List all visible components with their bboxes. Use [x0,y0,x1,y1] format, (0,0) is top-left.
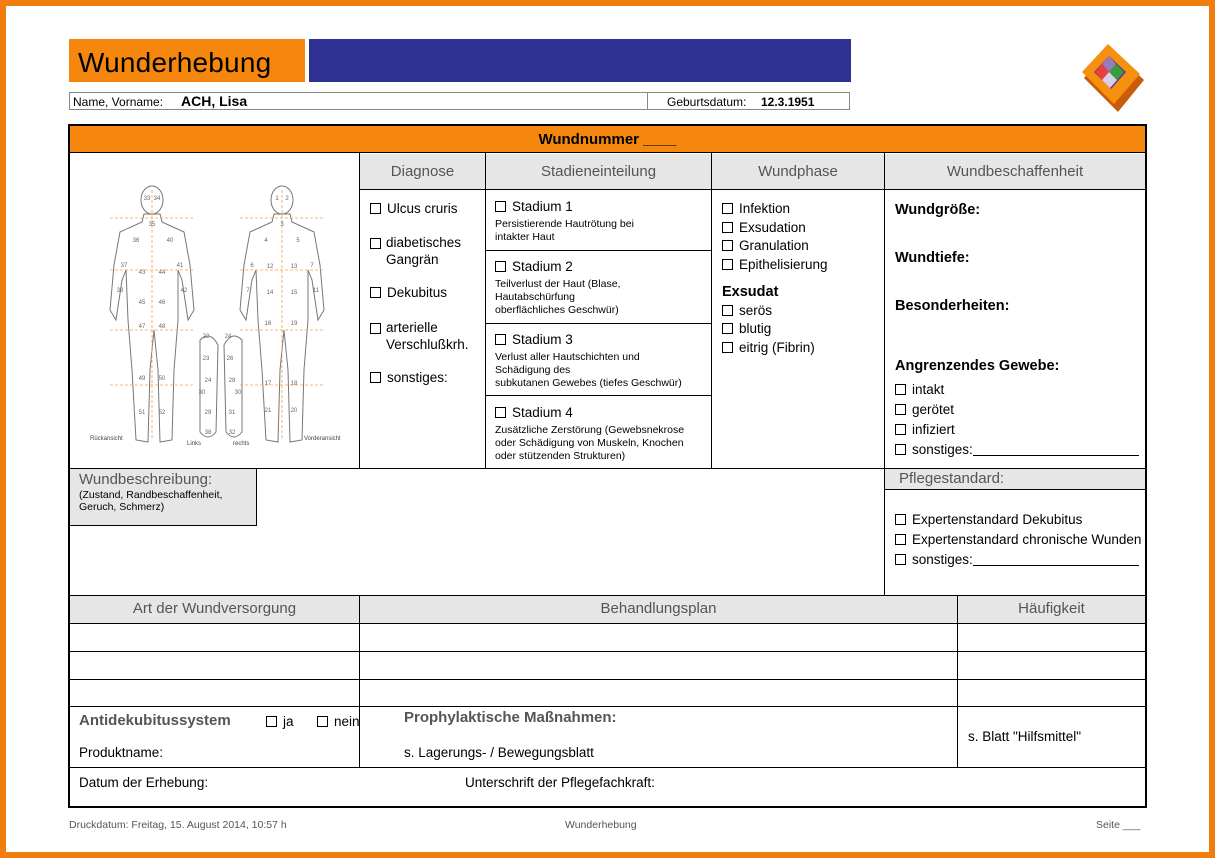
checkbox[interactable] [895,444,906,455]
table-cell[interactable] [360,624,957,651]
checkbox[interactable] [895,514,906,525]
stage-3[interactable]: Stadium 3 Verlust aller Hautschichten und Schädigung des subkutanen Gewebes (tiefes Geschwür) [495,332,682,389]
wundphase-header: Wundphase [712,154,884,189]
svg-text:43: 43 [138,270,146,276]
angrenzend-option[interactable]: sonstiges: [895,440,1140,460]
svg-text:32: 32 [228,430,236,436]
right-label: rechts [233,441,250,447]
body-map-diagram [80,170,355,455]
divider [359,596,360,768]
divider [884,153,885,595]
phase-option[interactable]: Exsudation [722,219,882,238]
divider [70,651,1145,652]
svg-text:51: 51 [138,410,146,416]
hilfsmittel-text: s. Blatt "Hilfsmittel" [968,729,1082,744]
svg-text:30: 30 [234,390,242,396]
checkbox[interactable] [722,342,733,353]
haeufigkeit-header: Häufigkeit [958,596,1145,623]
checkbox[interactable] [722,240,733,251]
checkbox[interactable] [722,203,733,214]
checkbox[interactable] [895,424,906,435]
svg-text:18: 18 [290,381,298,387]
pflegestandard-option[interactable]: sonstiges: [895,550,1143,570]
svg-text:41: 41 [176,263,184,269]
fill-line[interactable] [973,553,1139,566]
wundtiefe-label: Wundtiefe: [895,250,970,266]
checkbox[interactable] [722,222,733,233]
svg-text:42: 42 [180,288,188,294]
svg-text:12: 12 [266,264,274,270]
svg-text:7: 7 [310,263,314,269]
ja-option[interactable]: ja [266,714,294,729]
stage-4[interactable]: Stadium 4 Zusätzliche Zerstörung (Gewebsnekrose oder Schädigung von Muskeln, Knochen oder stützenden Strukturen) [495,405,685,462]
svg-text:50: 50 [158,376,166,382]
diagnose-option[interactable]: Dekubitus [370,284,482,319]
checkbox[interactable] [317,716,328,727]
svg-text:3: 3 [280,222,284,228]
angrenzend-title: Angrenzendes Gewebe: [895,358,1060,374]
checkbox[interactable] [370,238,381,249]
checkbox[interactable] [266,716,277,727]
wundbeschreibung-field[interactable] [257,480,877,590]
dob-label: Geburtsdatum: [667,95,747,109]
pflegestandard-list [895,510,1143,570]
checkbox[interactable] [495,407,506,418]
back-view-label: Rückansicht [90,436,123,442]
table-cell[interactable] [71,624,359,651]
svg-text:21: 21 [264,408,272,414]
exsudat-option[interactable]: eitrig (Fibrin) [722,339,882,358]
diagnose-option[interactable]: sonstiges: [370,369,482,386]
checkbox[interactable] [895,384,906,395]
svg-text:46: 46 [158,300,166,306]
pflegestandard-option[interactable]: Expertenstandard chronische Wunden [895,530,1143,550]
divider [359,189,1145,190]
diagnose-option[interactable]: diabetisches Gangrän [370,234,482,284]
datum-label: Datum der Erhebung: [79,775,209,790]
divider [711,153,712,468]
page-number: Seite ___ [1096,819,1141,831]
checkbox[interactable] [495,201,506,212]
antidekubitus-title: Antidekubitussystem [79,712,231,729]
svg-text:2: 2 [285,196,289,202]
svg-text:5: 5 [296,238,300,244]
footer-title: Wunderhebung [565,819,637,831]
svg-text:47: 47 [138,324,146,330]
versorgung-header: Art der Wundversorgung [70,596,359,623]
diagnose-header: Diagnose [360,154,485,189]
pflegestandard-header [885,469,1145,490]
angrenzend-option[interactable]: intakt [895,380,1140,400]
svg-text:26: 26 [226,356,234,362]
fill-line[interactable] [973,443,1139,456]
svg-text:24: 24 [204,378,212,384]
svg-text:34: 34 [153,196,161,202]
print-date: Druckdatum: Freitag, 15. August 2014, 10:57 h [69,819,287,831]
checkbox[interactable] [722,259,733,270]
wound-number-header: Wundnummer ____ [70,126,1145,153]
phase-list [722,200,882,357]
name-label: Name, Vorname: [73,95,164,109]
divider [70,679,1145,680]
prophylaxe-text: s. Lagerungs- / Bewegungsblatt [404,745,594,760]
title-box [69,39,305,82]
checkbox[interactable] [895,534,906,545]
prophylaxe-title: Prophylaktische Maßnahmen: [404,709,617,726]
table-cell[interactable] [958,624,1145,651]
phase-option[interactable]: Granulation [722,237,882,256]
stage-2[interactable]: Stadium 2 Teilverlust der Haut (Blase, Hautabschürfung oberflächliches Geschwür) [495,259,621,316]
divider [485,395,711,396]
divider [359,153,360,468]
angrenzend-list [895,380,1140,460]
svg-text:15: 15 [290,290,298,296]
checkbox[interactable] [495,334,506,345]
svg-text:36: 36 [132,238,140,244]
svg-text:7: 7 [246,288,250,294]
diagnose-option[interactable]: arterielle Verschlußkrh. [370,319,482,369]
patient-info-row [69,92,850,110]
svg-text:4: 4 [264,238,268,244]
produktname-label: Produktname: [79,745,164,760]
divider [647,93,648,109]
divider [485,153,486,468]
left-label: Links [187,441,202,447]
exsudat-option[interactable]: serös [722,302,882,321]
svg-text:13: 13 [290,264,298,270]
checkbox[interactable] [370,372,381,383]
svg-text:19: 19 [290,321,298,327]
diagnose-option[interactable]: Ulcus cruris [370,200,482,234]
svg-text:23: 23 [202,356,210,362]
svg-text:20: 20 [290,408,298,414]
svg-text:16: 16 [264,321,272,327]
checkbox[interactable] [495,261,506,272]
wundbeschreibung-box [70,469,257,526]
phase-option[interactable]: Epithelisierung [722,256,882,275]
unterschrift-label: Unterschrift der Pflegefachkraft: [465,775,655,790]
pflegestandard-title: Pflegestandard: [899,470,1005,487]
name-value[interactable]: ACH, Lisa [181,93,248,109]
svg-text:33: 33 [143,196,151,202]
besonderheiten-label: Besonderheiten: [895,298,1010,314]
wundbeschreibung-title: Wundbeschreibung: [79,471,213,488]
checkbox[interactable] [722,323,733,334]
checkbox[interactable] [895,404,906,415]
divider [485,250,711,251]
stadien-header: Stadieneinteilung [486,154,711,189]
behandlung-header: Behandlungsplan [360,596,957,623]
svg-text:48: 48 [158,324,166,330]
svg-text:45: 45 [138,300,146,306]
svg-text:24: 24 [224,334,232,340]
exsudat-title: Exsudat [722,284,779,300]
divider [485,323,711,324]
nein-option[interactable]: nein [317,714,360,729]
svg-text:11: 11 [312,288,320,294]
checkbox[interactable] [370,287,381,298]
svg-text:38: 38 [116,288,124,294]
svg-text:6: 6 [250,263,254,269]
wundbeschreibung-subtitle: (Zustand, Randbeschaffenheit, Geruch, Schmerz) [79,489,223,513]
svg-text:31: 31 [228,410,236,416]
svg-text:37: 37 [120,263,128,269]
front-view-label: Vorderansicht [304,436,341,442]
logo-icon [1078,42,1148,116]
svg-text:38: 38 [204,430,212,436]
svg-text:52: 52 [158,410,166,416]
checkbox[interactable] [722,305,733,316]
svg-text:28: 28 [228,378,236,384]
svg-text:1: 1 [275,196,279,202]
wundgroesse-label: Wundgröße: [895,202,981,218]
svg-text:14: 14 [266,290,274,296]
exsudat-option[interactable]: blutig [722,320,882,339]
divider [70,706,1145,707]
checkbox[interactable] [895,554,906,565]
title-bar [309,39,851,82]
svg-text:49: 49 [138,376,146,382]
checkbox[interactable] [370,323,381,334]
page-title: Wunderhebung [78,47,272,78]
pflegestandard-option[interactable]: Expertenstandard Dekubitus [895,510,1143,530]
svg-text:40: 40 [166,238,174,244]
stage-1[interactable]: Stadium 1 Persistierende Hautrötung bei intakter Haut [495,199,634,243]
angrenzend-option[interactable]: infiziert [895,420,1140,440]
angrenzend-option[interactable]: gerötet [895,400,1140,420]
svg-text:22: 22 [202,334,210,340]
phase-option[interactable]: Infektion [722,200,882,219]
beschaffenheit-header: Wundbeschaffenheit [885,154,1145,189]
svg-text:44: 44 [158,270,166,276]
svg-text:35: 35 [148,222,156,228]
divider [957,596,958,768]
divider [70,767,1145,768]
svg-text:30: 30 [198,390,206,396]
checkbox[interactable] [370,203,381,214]
diagnose-list [370,200,482,386]
svg-text:17: 17 [264,381,272,387]
dob-value[interactable]: 12.3.1951 [761,95,815,109]
svg-text:29: 29 [204,410,212,416]
